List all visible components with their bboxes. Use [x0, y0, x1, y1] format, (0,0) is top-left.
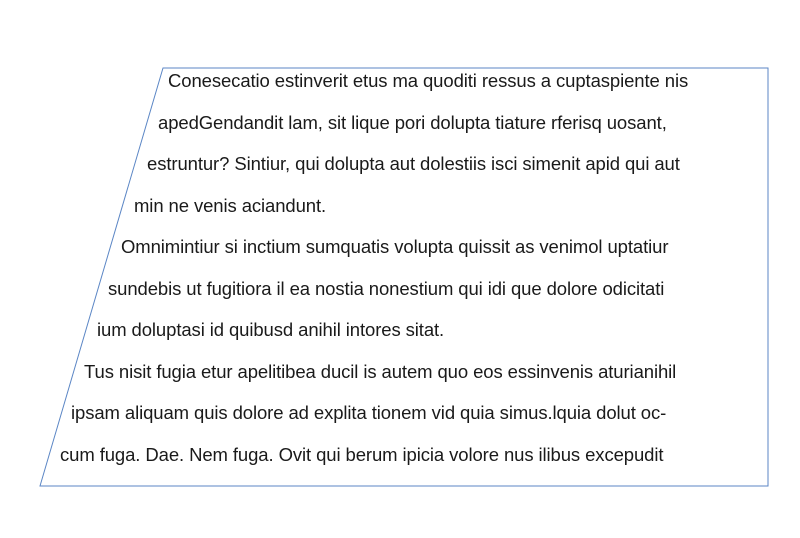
text-line: ipsam aliquam quis dolore ad explita tionem vid quia simus.lquia dolut oc-: [71, 402, 667, 423]
text-line: ium doluptasi id quibusd anihil intores sitat.: [97, 319, 445, 340]
text-line: estruntur? Sintiur, qui dolupta aut dolestiis isci simenit apid qui aut: [147, 153, 680, 174]
text-line: sundebis ut fugitiora il ea nostia nonestium qui idi que dolore odicitati: [108, 278, 665, 299]
text-line: cum fuga. Dae. Nem fuga. Ovit qui berum ipicia volore nus ilibus excepudit: [60, 444, 664, 465]
text-line: Conesecatio estinverit etus ma quoditi ressus a cuptaspiente nis: [168, 70, 689, 91]
text-line: Omnimintiur si inctium sumquatis volupta quissit as venimol uptatiur: [121, 236, 669, 257]
text-line: apedGendandit lam, sit lique pori dolupta tiature rferisq uosant,: [158, 112, 667, 133]
text-line: min ne venis aciandunt.: [134, 195, 327, 216]
text-line: Tus nisit fugia etur apelitibea ducil is autem quo eos essinvenis aturianihil: [84, 361, 677, 382]
